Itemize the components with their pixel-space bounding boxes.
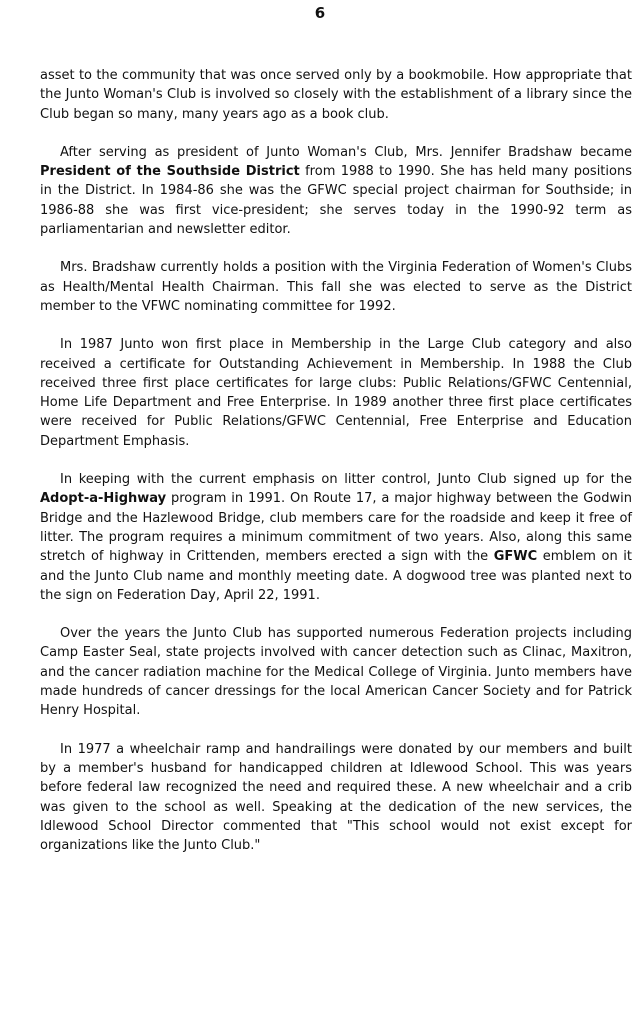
paragraph-bradshaw-district (40, 143, 632, 239)
paragraph-adopt-a-highway (40, 470, 632, 605)
paragraph-federation-projects (40, 624, 632, 720)
paragraph-text: Over the years the Junto Club has supported numerous Federation projects including Camp Easter Seal, state projects involved with cancer detection such as Clinac, Maxitron, and the cancer radiation machine for the Medical College of Virginia. Junto members have made hundreds of cancer dressings for the local American Cancer Society and for Patrick Henry Hospital. (40, 626, 632, 719)
paragraph-text: After serving as president of Junto Woman's Club, Mrs. Jennifer Bradshaw became (60, 144, 632, 160)
paragraph-text: emblem on it and the Junto Club name and monthly meeting date. A dogwood tree was planted next to the sign on Federation Day, April 22, 1991. (40, 549, 632, 603)
paragraph-text: from 1988 to 1990. She has held many positions in the District. In 1984-86 she was the GFWC special project chairman for Southside; in 1986-88 she was first vice-president; she serves today in the 1990-92 term as parliamentarian and newsletter editor. (40, 164, 632, 238)
paragraph-membership-awards (40, 335, 632, 451)
paragraph-text: Mrs. Bradshaw currently holds a position with the Virginia Federation of Women's Clubs as Health/Mental Health Chairman. This fall she was elected to serve as the District member to the VFWC nominating committee for 1992. (40, 260, 632, 314)
emphasis-adopt-a-highway: Adopt-a-Highway (40, 491, 167, 507)
paragraph-bradshaw-vfwc (40, 258, 632, 316)
page-number: 6 (314, 4, 326, 22)
paragraph-text: In 1977 a wheelchair ramp and handrailings were donated by our members and built by a member's husband for handicapped children at Idlewood School. This was years before federal law recognized the need and required these. A new wheelchair and a crib was given to the school as well. Speaking at the dedication of the new services, the Idlewood School Director commented that "This school would not exist except for organizations like the Junto Club." (40, 741, 632, 854)
paragraph-wheelchair-ramp (40, 740, 632, 856)
emphasis-southside-district: President of the Southside District (40, 164, 300, 180)
paragraph-text: In keeping with the current emphasis on litter control, Junto Club signed up for the (60, 472, 632, 488)
emphasis-gfwc: GFWC (493, 549, 538, 565)
paragraph-text: asset to the community that was once served only by a bookmobile. How appropriate that the Junto Woman's Club is involved so closely with the establishment of a library since the Club began so many, many years ago as a book club. (40, 68, 632, 122)
paragraph-library (40, 66, 632, 124)
paragraph-text: program in 1991. On Route 17, a major highway between the Godwin Bridge and the Hazlewood Bridge, club members care for the roadside and keep it free of litter. The program requires a minimum commitment of two years. Also, along this same stretch of highway in Crittenden, members erected a sign with the (40, 491, 632, 565)
paragraph-text: In 1987 Junto won first place in Membership in the Large Club category and also received a certificate for Outstanding Achievement in Membership. In 1988 the Club received three first place certificates for large clubs: Public Relations/GFWC Centennial, Home Life Department and Free Enterprise. In 1989 another three first place certificates were received for Public Relations/GFWC Centennial, Free Enterprise and Education Department Emphasis. (40, 337, 632, 449)
document-body (40, 66, 632, 874)
